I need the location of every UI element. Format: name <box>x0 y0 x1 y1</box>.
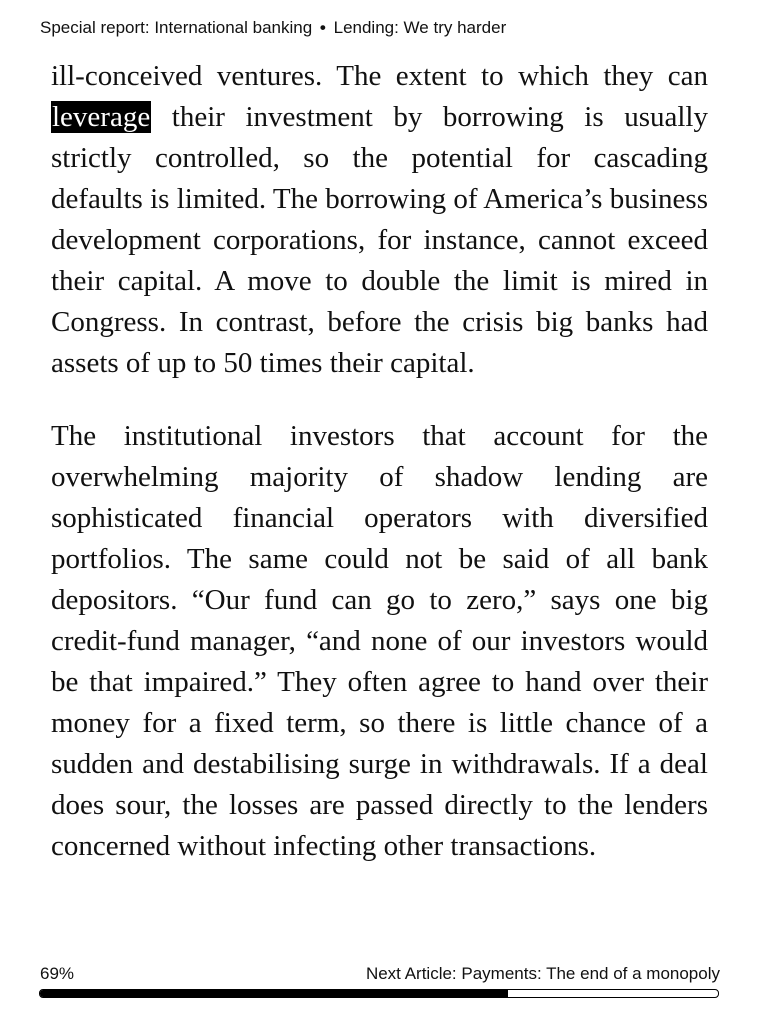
progress-percent: 69% <box>40 964 75 983</box>
paragraph-1[interactable] <box>51 56 708 384</box>
section-title: Special report: International banking <box>40 18 313 37</box>
running-header <box>40 18 720 38</box>
article-body[interactable] <box>51 56 708 867</box>
paragraph-2[interactable]: The institutional investors that account for the overwhelming majority of shadow lending are sophisticated financial operators with diversified portfolios. The same could not be said of all bank depositors. “Our fund can go to zero,” says one big credit-fund manager, “and none of our investors would be that impaired.” They often agree to hand over their money for a fixed term, so there is little chance of a sudden and destabilising surge in withdrawals. If a deal does sour, the losses are passed directly to the lenders concerned without infecting other transactions. <box>51 420 708 862</box>
paragraph-1-text-after[interactable]: their investment by borrowing is usually strictly controlled, so the potential for cascading defaults is limited. The borrowing of America’s business development corporations, for instance, cannot exceed their capital. A move to double the limit is mired in Congress. In contrast, before the crisis big banks had assets of up to 50 times their capital. <box>51 101 708 379</box>
reading-footer <box>40 964 720 984</box>
article-title: Lending: We try harder <box>333 18 507 37</box>
reading-progress-fill <box>40 990 508 997</box>
next-article-link[interactable]: Next Article: Payments: The end of a monopoly <box>365 964 720 983</box>
paragraph-1-text-before[interactable]: ill-conceived ventures. The extent to which they can <box>51 60 708 92</box>
bullet-separator: • <box>319 18 326 37</box>
reading-progress-bar[interactable] <box>39 989 719 998</box>
selected-word[interactable]: leverage <box>52 101 151 133</box>
